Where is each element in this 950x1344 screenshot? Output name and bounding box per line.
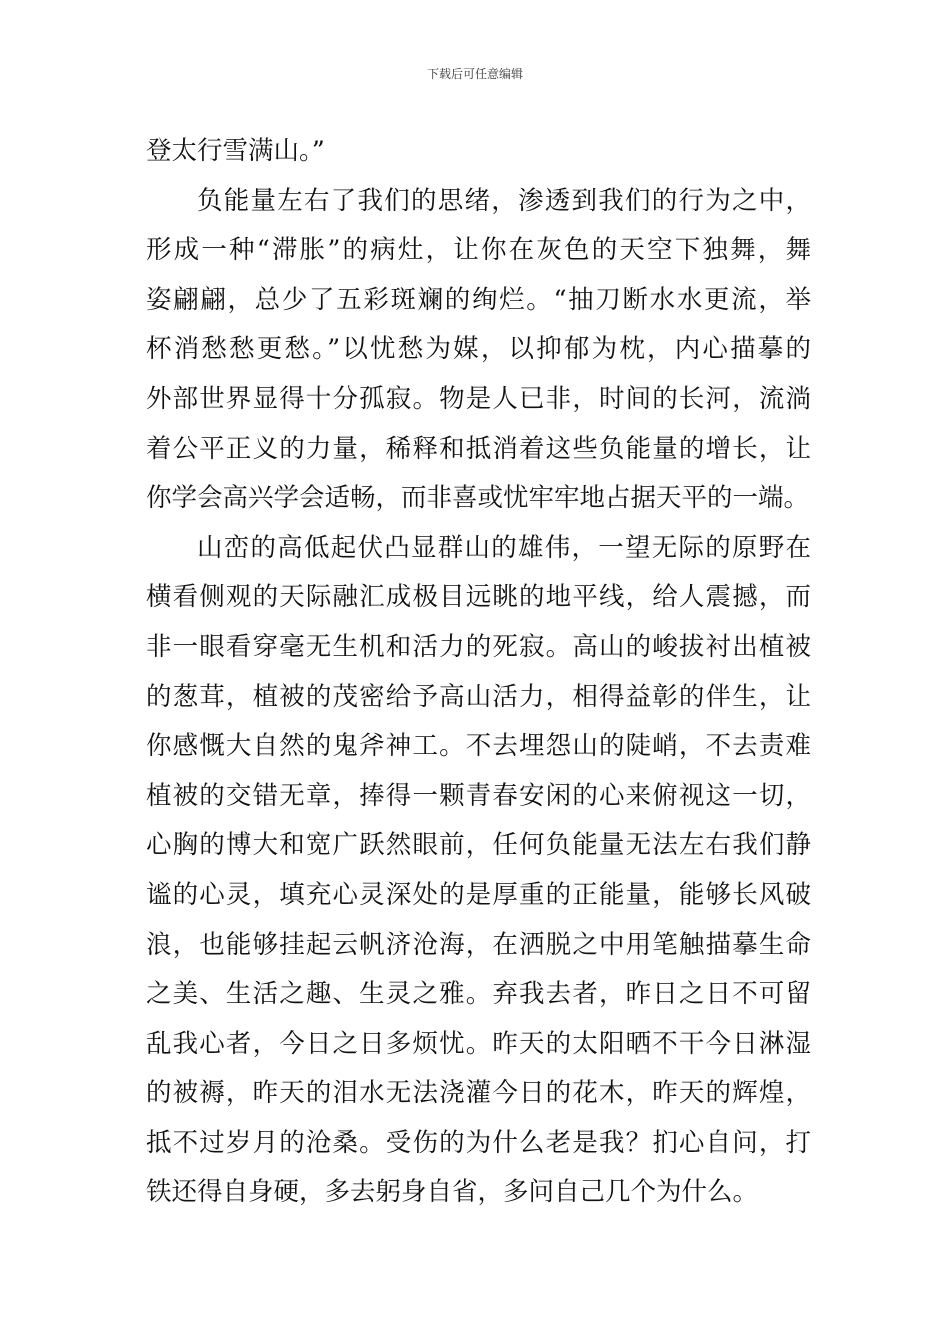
paragraph	[146, 127, 811, 177]
header-note: 下载后可任意编辑	[426, 67, 523, 81]
paragraph	[146, 524, 811, 1218]
text-line: 浪，也能够挂起云帆济沧海，在洒脱之中用笔触描摹生命	[146, 929, 811, 960]
text-line: 谧的心灵，填充心灵深处的是厚重的正能量，能够长风破	[146, 879, 811, 910]
document-body	[146, 127, 811, 1218]
text-line: 植被的交错无章，捧得一颗青春安闲的心来俯视这一切，	[146, 780, 811, 811]
text-line: 着公平正义的力量，稀释和抵消着这些负能量的增长，让	[146, 433, 811, 464]
text-line: 非一眼看穿毫无生机和活力的死寂。高山的峻拔衬出植被	[146, 631, 811, 662]
text-line: 铁还得自身硬，多去躬身自省，多问自己几个为什么。	[146, 1177, 759, 1208]
text-line: 你感慨大自然的鬼斧神工。不去埋怨山的陡峭，不去责难	[146, 731, 811, 762]
text-line: 负能量左右了我们的思绪，渗透到我们的行为之中，	[197, 185, 811, 216]
text-line: 姿翩翩，总少了五彩斑斓的绚烂。“抽刀断水水更流，举	[146, 284, 811, 315]
text-line: 的被褥，昨天的泪水无法浇灌今日的花木，昨天的辉煌，	[146, 1078, 811, 1109]
text-line: 登太行雪满山。”	[146, 136, 325, 166]
text-line: 山峦的高低起伏凸显群山的雄伟，一望无际的原野在	[197, 532, 811, 563]
text-line: 之美、生活之趣、生灵之雅。弃我去者，昨日之日不可留	[146, 979, 811, 1010]
text-line: 你学会高兴学会适畅，而非喜或忧牢牢地占据天平的一端。	[146, 483, 810, 514]
text-line: 抵不过岁月的沧桑。受伤的为什么老是我？扪心自问，打	[146, 1127, 811, 1158]
text-line: 杯消愁愁更愁。”以忧愁为媒，以抑郁为枕，内心描摹的	[146, 334, 811, 365]
text-line: 横看侧观的天际融汇成极目远眺的地平线，给人震撼，而	[146, 582, 811, 613]
text-line: 形成一种“滞胀”的病灶，让你在灰色的天空下独舞，舞	[146, 235, 811, 266]
text-line: 外部世界显得十分孤寂。物是人已非，时间的长河，流淌	[146, 383, 811, 414]
paragraph	[146, 177, 811, 524]
text-line: 乱我心者，今日之日多烦忧。昨天的太阳晒不干今日淋湿	[146, 1028, 811, 1059]
text-line: 心胸的博大和宽广跃然眼前，任何负能量无法左右我们静	[146, 830, 811, 861]
text-line: 的葱茸，植被的茂密给予高山活力，相得益彰的伴生，让	[146, 681, 811, 712]
